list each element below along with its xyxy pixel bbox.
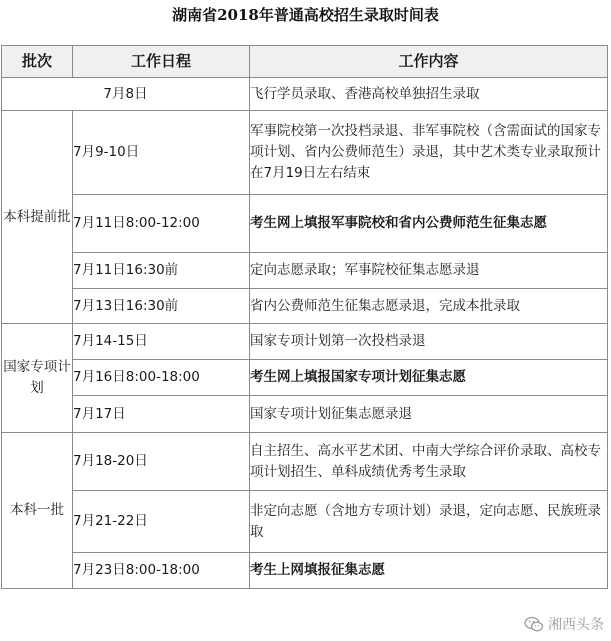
date-cell: 7月18-20日: [73, 433, 250, 491]
date-cell: 7月9-10日: [73, 111, 250, 195]
header-content: 工作内容: [250, 46, 608, 78]
batch-cell: 本科提前批: [2, 111, 73, 324]
content-cell: 国家专项计划征集志愿录退: [250, 396, 608, 433]
date-cell: 7月14-15日: [73, 324, 250, 360]
date-cell: 7月23日8:00-18:00: [73, 553, 250, 589]
table-row: [2, 433, 608, 491]
content-cell: 考生上网填报征集志愿: [250, 553, 608, 589]
watermark: [521, 613, 607, 635]
header-batch: 批次: [2, 46, 73, 78]
date-cell: 7月8日: [2, 78, 250, 111]
content-cell: 国家专项计划第一次投档录退: [250, 324, 608, 360]
content-cell: 飞行学员录取、香港高校单独招生录取: [250, 78, 608, 111]
wechat-logo-icon: [524, 616, 544, 633]
table-row: [2, 111, 608, 195]
table-row: [2, 491, 608, 553]
table-row: [2, 195, 608, 253]
content-cell: 考生网上填报军事院校和省内公费师范生征集志愿: [250, 195, 608, 253]
header-date: 工作日程: [73, 46, 250, 78]
table-row: [2, 289, 608, 324]
content-cell: 自主招生、高水平艺术团、中南大学综合评价录取、高校专项计划招生、单科成绩优秀考生录取: [250, 433, 608, 491]
date-cell: 7月21-22日: [73, 491, 250, 553]
batch-cell: 本科一批: [2, 433, 73, 589]
table-row: [2, 360, 608, 396]
table-header-row: [2, 46, 608, 78]
content-cell: 非定向志愿（含地方专项计划）录退，定向志愿、民族班录取: [250, 491, 608, 553]
batch-cell: 国家专项计划: [2, 324, 73, 433]
table-row: [2, 253, 608, 289]
date-cell: 7月11日8:00-12:00: [73, 195, 250, 253]
content-cell: 军事院校第一次投档录退、非军事院校（含需面试的国家专项计划、省内公费师范生）录退，其中艺术类专业录取预计在7月19日左右结束: [250, 111, 608, 195]
content-cell: 定向志愿录取；军事院校征集志愿录退: [250, 253, 608, 289]
document-title: 湖南省2018年普通高校招生录取时间表: [172, 6, 439, 24]
table-row: [2, 324, 608, 360]
table-row: [2, 396, 608, 433]
date-cell: 7月13日16:30前: [73, 289, 250, 324]
schedule-table: [1, 45, 608, 589]
date-cell: 7月17日: [73, 396, 250, 433]
content-cell: 省内公费师范生征集志愿录退，完成本批录取: [250, 289, 608, 324]
table-row: [2, 78, 608, 111]
table-row: [2, 553, 608, 589]
date-cell: 7月11日16:30前: [73, 253, 250, 289]
date-cell: 7月16日8:00-18:00: [73, 360, 250, 396]
content-cell: 考生网上填报国家专项计划征集志愿: [250, 360, 608, 396]
watermark-text: 湘西头条: [548, 617, 604, 633]
